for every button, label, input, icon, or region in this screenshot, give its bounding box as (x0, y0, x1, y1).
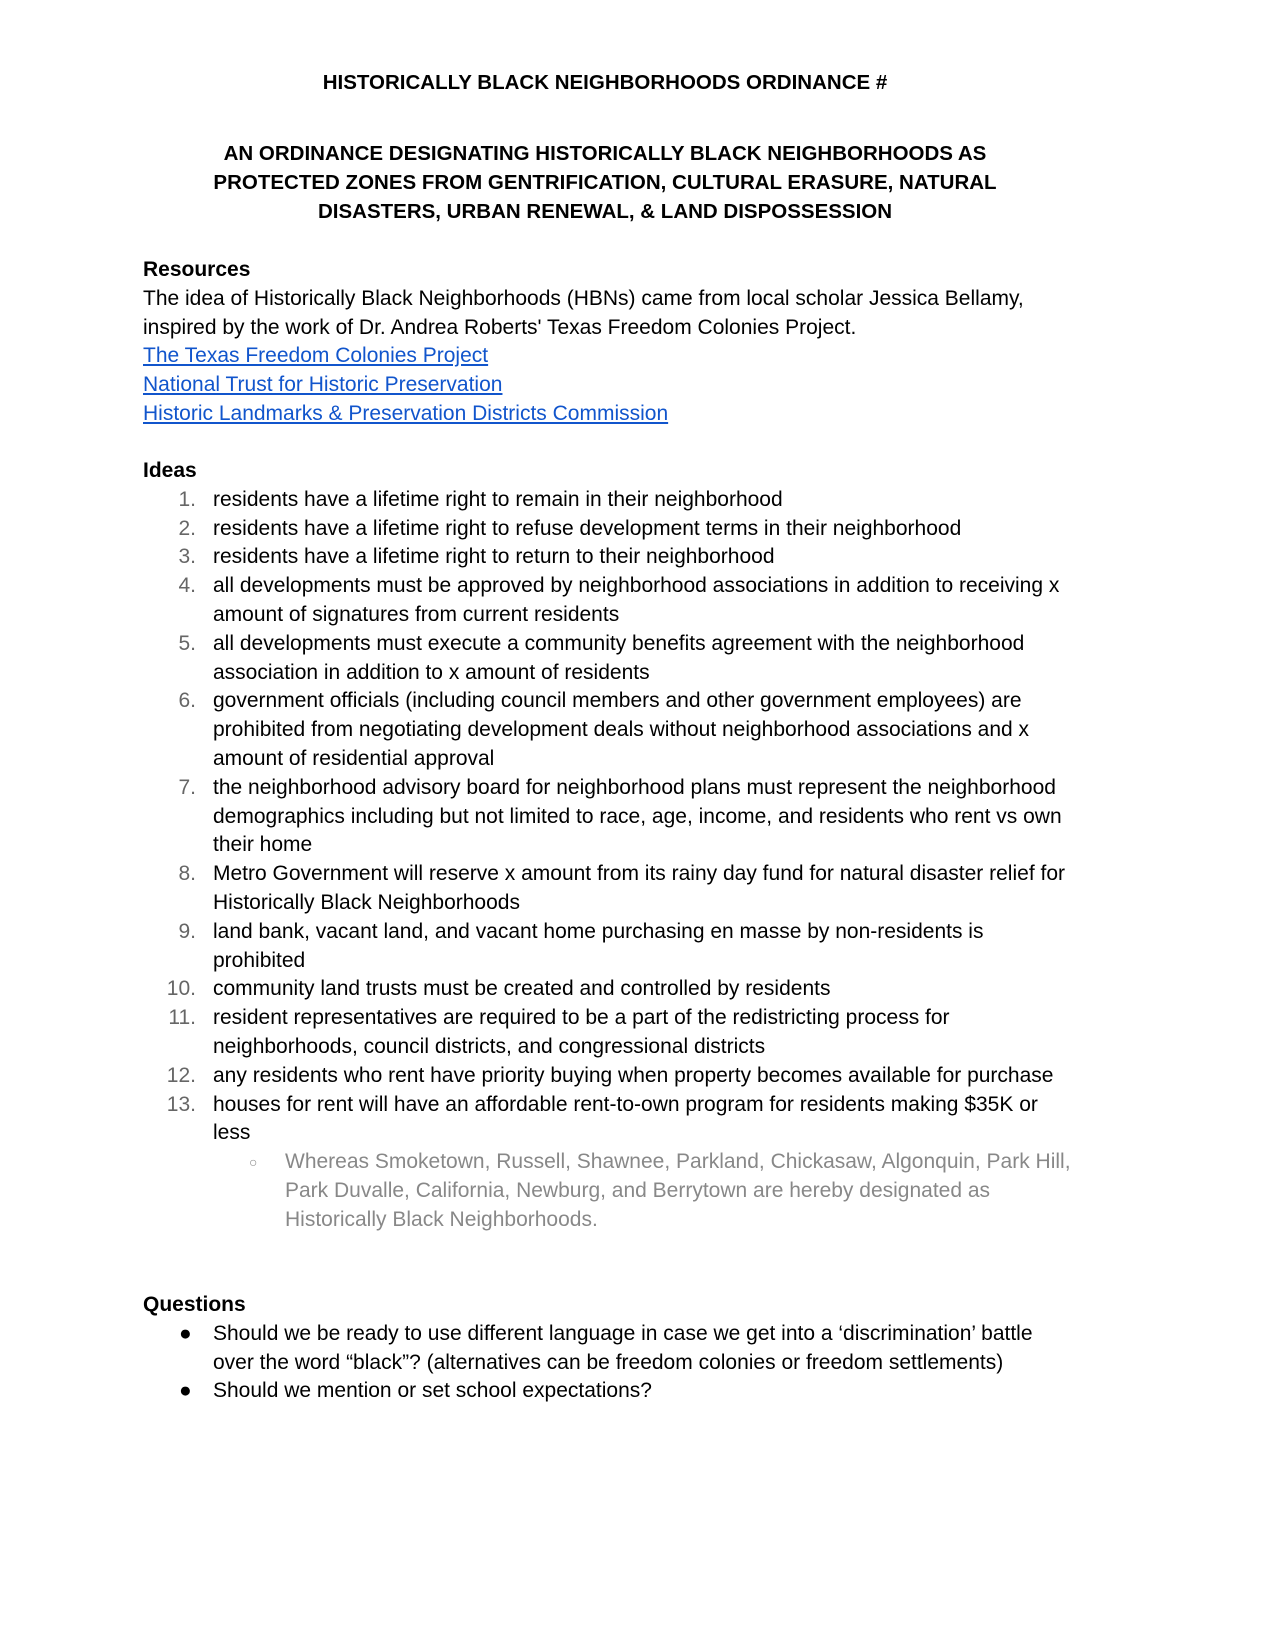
document-title: HISTORICALLY BLACK NEIGHBORHOODS ORDINANCE # (322, 71, 888, 94)
list-item (143, 1004, 1078, 1062)
list-item (143, 630, 1078, 688)
item-number: 9. (178, 919, 196, 943)
bullet-icon: ● (179, 1321, 192, 1345)
item-text: all developments must execute a community benefits agreement with the neighborhood association in addition to x amount of residents (213, 631, 1025, 684)
list-item (143, 543, 1078, 572)
item-text: houses for rent will have an affordable rent-to-own program for residents making $35K or less (213, 1092, 1038, 1145)
ideas-heading: Ideas (143, 459, 197, 482)
question-text: Should we mention or set school expectations? (213, 1379, 652, 1403)
item-number: 3. (178, 545, 196, 569)
item-number: 10. (166, 977, 196, 1001)
item-text: resident representatives are required to be a part of the redistricting process for neighborhoods, council districts, and congressional districts (213, 1006, 950, 1058)
resources-heading: Resources (143, 258, 251, 281)
item-text: all developments must be approved by neighborhood associations in addition to receiving x amount of signatures from current residents (213, 574, 1060, 626)
list-item (143, 1091, 1078, 1149)
list-item (143, 486, 1078, 515)
resources-section (143, 256, 1078, 429)
list-item (143, 1062, 1078, 1091)
list-item (143, 687, 1078, 773)
ideas-list (143, 486, 1078, 1148)
list-item (143, 1320, 1078, 1378)
document-subtitle: AN ORDINANCE DESIGNATING HISTORICALLY BLACK NEIGHBORHOODS AS PROTECTED ZONES FROM GENTRIFICATION, CULTURAL ERASURE, NATURAL DISASTERS, URBAN RENEWAL, & LAND DISPOSSESSION (213, 142, 997, 223)
designation-sub-item (143, 1148, 1078, 1234)
questions-list (143, 1320, 1078, 1406)
link-national-trust[interactable]: National Trust for Historic Preservation (143, 373, 503, 397)
item-text: community land trusts must be created and controlled by residents (213, 977, 831, 1001)
hollow-bullet-icon: ○ (249, 1154, 258, 1171)
item-number: 8. (178, 862, 196, 886)
bullet-icon: ● (179, 1379, 192, 1403)
link-historic-landmarks[interactable]: Historic Landmarks & Preservation Districts Commission (143, 401, 669, 425)
item-text: land bank, vacant land, and vacant home purchasing en masse by non-residents is prohibited (213, 919, 984, 972)
item-text: Metro Government will reserve x amount from its rainy day fund for natural disaster relief for Historically Black Neighborhoods (213, 862, 1065, 914)
item-number: 4. (178, 574, 196, 598)
list-item (143, 774, 1078, 860)
item-number: 6. (178, 689, 196, 713)
item-text: residents have a lifetime right to return to their neighborhood (213, 545, 775, 569)
list-item (143, 1377, 1078, 1406)
item-number: 11. (168, 1006, 196, 1030)
sub-item-text: Whereas Smoketown, Russell, Shawnee, Parkland, Chickasaw, Algonquin, Park Hill, Park Duvalle, California, Newburg, and Berrytown are hereby designated as Historically Black Neighborhoods. (285, 1150, 1071, 1231)
questions-section (143, 1291, 1078, 1406)
list-item (143, 515, 1078, 544)
item-number: 5. (178, 631, 196, 655)
link-texas-freedom-colonies[interactable]: The Texas Freedom Colonies Project (143, 344, 489, 368)
item-number: 13. (166, 1092, 196, 1116)
list-item (143, 918, 1078, 976)
resources-text: The idea of Historically Black Neighborhoods (HBNs) came from local scholar Jessica Bellamy, inspired by the work of Dr. Andrea Roberts' Texas Freedom Colonies Project. (143, 286, 1024, 339)
list-item (143, 975, 1078, 1004)
item-number: 12. (166, 1063, 196, 1087)
item-text: residents have a lifetime right to remain in their neighborhood (213, 487, 783, 511)
item-text: the neighborhood advisory board for neighborhood plans must represent the neighborhood demographics including but not limited to race, age, income, and residents who rent vs own their home (213, 775, 1062, 857)
item-number: 2. (178, 516, 196, 540)
question-text: Should we be ready to use different language in case we get into a ‘discrimination’ battle over the word “black”? (alternatives can be freedom colonies or freedom settlements) (213, 1321, 1033, 1374)
item-number: 7. (178, 775, 196, 799)
item-text: any residents who rent have priority buying when property becomes available for purchase (213, 1063, 1054, 1087)
ideas-section (143, 457, 1078, 1235)
item-number: 1. (178, 487, 196, 511)
list-item (143, 860, 1078, 918)
questions-heading: Questions (143, 1293, 246, 1316)
list-item (143, 572, 1078, 630)
item-text: residents have a lifetime right to refuse development terms in their neighborhood (213, 516, 962, 540)
item-text: government officials (including council members and other government employees) are prohibited from negotiating development deals without neighborhood associations and x amount of residential approval (213, 689, 1030, 770)
